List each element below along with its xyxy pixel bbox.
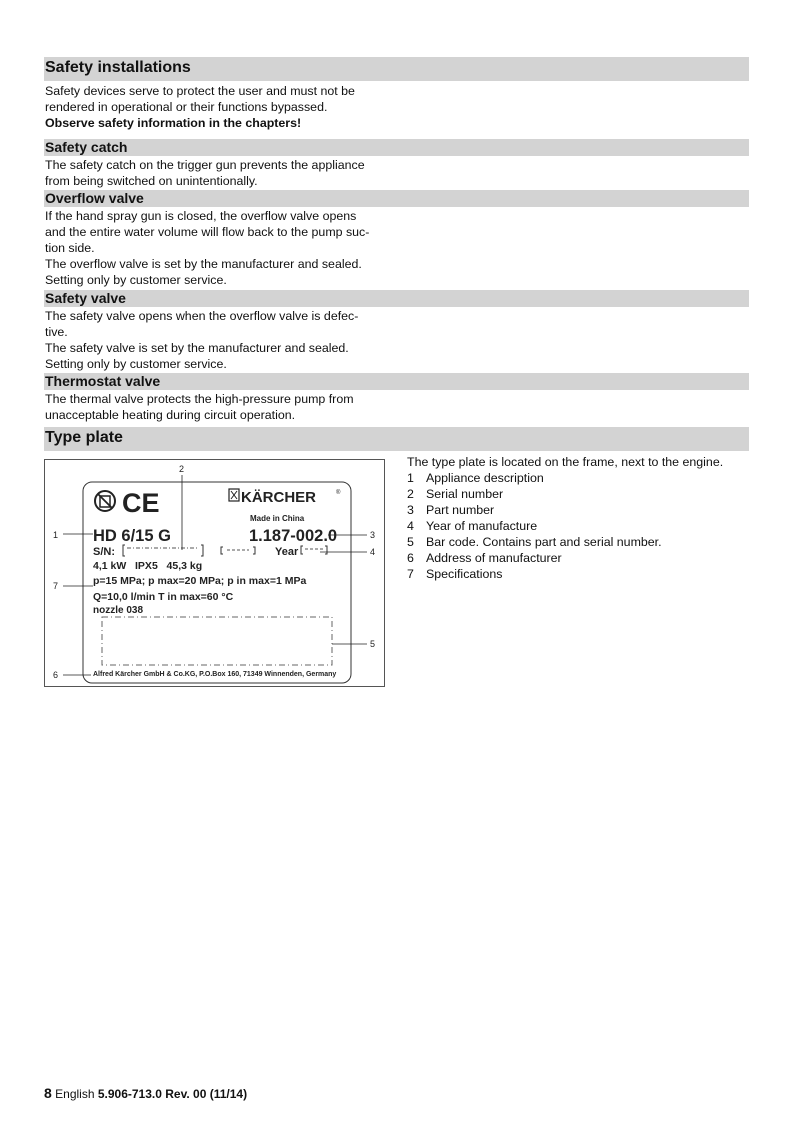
sn-label: S/N: xyxy=(93,546,115,558)
text-line: The thermal valve protects the high-pressure pump from xyxy=(45,392,354,406)
safety-catch-text xyxy=(45,157,390,189)
spec-power-line: 4,1 kW IPX5 45,3 kg xyxy=(93,560,203,572)
type-plate-legend xyxy=(407,454,723,582)
heading-text: Safety catch xyxy=(45,139,128,155)
type-plate-intro: The type plate is located on the frame, next to the engine. xyxy=(407,455,724,469)
made-in-label: Made in China xyxy=(250,514,305,523)
text-line: Safety devices serve to protect the user and must not be xyxy=(45,84,355,98)
text-line: The overflow valve is set by the manufacturer and sealed. xyxy=(45,257,362,271)
text-line: The safety catch on the trigger gun prevents the appliance xyxy=(45,158,365,172)
text-line: tion side. xyxy=(45,241,95,255)
text-line: unacceptable heating during circuit operation. xyxy=(45,408,296,422)
legend-item: 3 Part number xyxy=(407,503,495,517)
type-plate-drawing xyxy=(45,460,384,686)
text-line: from being switched on unintentionally. xyxy=(45,174,258,188)
year-label: Year xyxy=(275,546,299,558)
legend-item: 5 Bar code. Contains part and serial number. xyxy=(407,535,662,549)
safety-installations-text xyxy=(45,83,390,131)
text-line: If the hand spray gun is closed, the overflow valve opens xyxy=(45,209,357,223)
part-number: 1.187-002.0 xyxy=(249,527,338,545)
heading-text: Safety valve xyxy=(45,290,126,306)
type-plate-figure xyxy=(44,459,385,687)
section-heading-safety-installations xyxy=(44,57,749,81)
page-number: 8 xyxy=(44,1085,52,1101)
spec-nozzle-line: nozzle 038 xyxy=(93,605,144,616)
text-line: The safety valve opens when the overflow valve is defec- xyxy=(45,309,359,323)
karcher-logo xyxy=(229,489,341,506)
section-heading-safety-valve xyxy=(44,290,749,307)
brand-name: KÄRCHER xyxy=(241,489,316,506)
legend-item: 2 Serial number xyxy=(407,487,504,501)
heading-text: Overflow valve xyxy=(45,190,144,206)
footer-language: English xyxy=(55,1087,95,1101)
text-line: Setting only by customer service. xyxy=(45,273,227,287)
thermostat-valve-text xyxy=(45,391,390,423)
spec-flow-line: Q=10,0 l/min T in max=60 °C xyxy=(93,591,234,603)
manufacturer-address: Alfred Kärcher GmbH & Co.KG, P.O.Box 160, 71349 Winnenden, Germany xyxy=(93,671,337,678)
section-heading-overflow-valve xyxy=(44,190,749,207)
callout-6: 6 xyxy=(53,670,59,680)
section-heading-thermostat-valve xyxy=(44,373,749,390)
text-line: Setting only by customer service. xyxy=(45,357,227,371)
heading-text: Type plate xyxy=(45,429,123,446)
callout-4: 4 xyxy=(370,547,376,557)
spec-pressure-line: p=15 MPa; p max=20 MPa; p in max=1 MPa xyxy=(93,575,307,587)
callout-7: 7 xyxy=(53,581,59,591)
callout-5: 5 xyxy=(370,639,376,649)
svg-text:®: ® xyxy=(336,490,341,496)
section-heading-safety-catch xyxy=(44,139,749,156)
heading-text: Safety installations xyxy=(45,59,191,76)
text-line: The safety valve is set by the manufacturer and sealed. xyxy=(45,341,349,355)
text-line: rendered in operational or their functions bypassed. xyxy=(45,100,328,114)
legend-item: 4 Year of manufacture xyxy=(407,519,538,533)
callout-1: 1 xyxy=(53,530,59,540)
legend-item: 6 Address of manufacturer xyxy=(407,551,562,565)
legend-item: 7 Specifications xyxy=(407,567,503,581)
safety-valve-text xyxy=(45,308,390,372)
overflow-valve-text xyxy=(45,208,390,288)
barcode-area xyxy=(102,617,332,665)
page-footer xyxy=(44,1085,247,1101)
section-heading-type-plate xyxy=(44,427,749,451)
heading-text: Thermostat valve xyxy=(45,373,161,389)
model-name: HD 6/15 G xyxy=(93,527,171,545)
observe-safety-note: Observe safety information in the chapters! xyxy=(45,116,302,130)
no-waste-bin-icon xyxy=(95,491,115,511)
callout-3: 3 xyxy=(370,530,376,540)
callout-2: 2 xyxy=(179,464,185,474)
legend-item: 1 Appliance description xyxy=(407,471,544,485)
ce-mark: CE xyxy=(122,488,160,518)
text-line: tive. xyxy=(45,325,68,339)
footer-doc-code: 5.906-713.0 Rev. 00 (11/14) xyxy=(97,1087,248,1101)
text-line: and the entire water volume will flow back to the pump suc- xyxy=(45,225,370,239)
